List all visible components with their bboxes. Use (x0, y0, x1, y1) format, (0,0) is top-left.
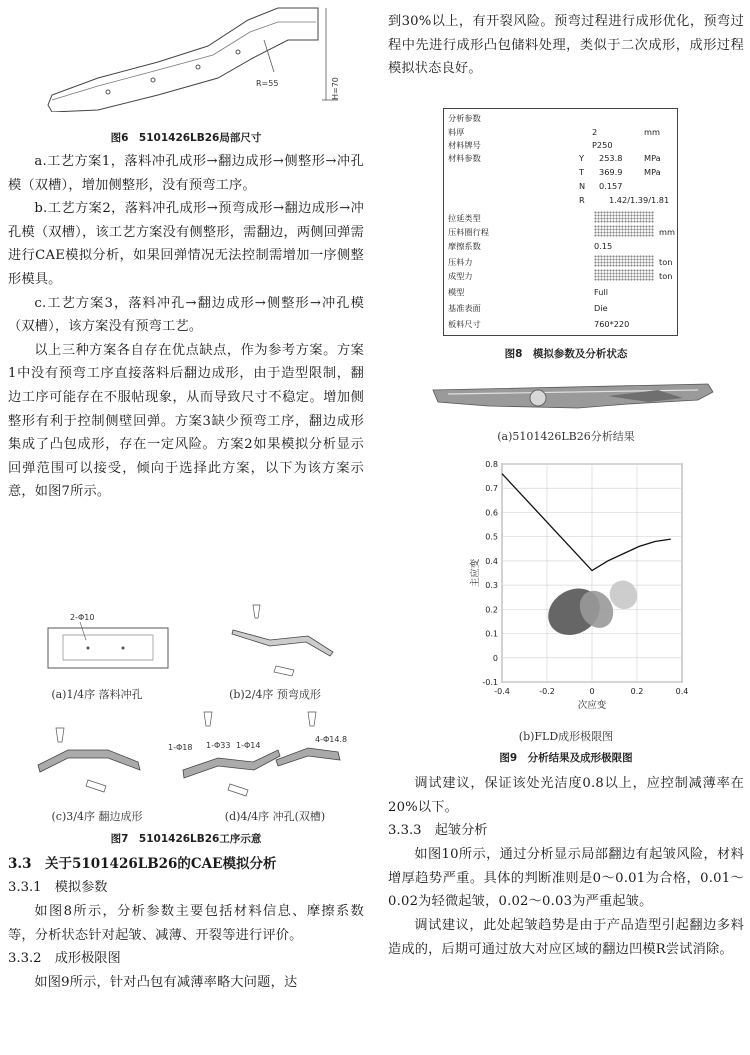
fig7-drawings (8, 600, 364, 830)
param-y-value: 253.8 (599, 153, 623, 163)
fld-ytick-label: 0.7 (485, 484, 498, 494)
fig8-parameter-table (443, 108, 678, 336)
param-draw-type-label: 拉延类型 (448, 213, 481, 223)
param-ref-surface-label: 基准表面 (448, 303, 481, 313)
fig6-height-label: H=70 (331, 77, 340, 100)
paragraph-plan-a: a.工艺方案1，落料冲孔成形→翻边成形→侧整形→冲孔模（双槽），增加侧整形，没有预弯工序。 (8, 154, 364, 193)
param-title: 分析参数 (448, 113, 481, 123)
param-friction-label: 摩擦系数 (448, 241, 481, 251)
param-thickness-label: 料厚 (448, 127, 465, 137)
param-y-key: Y (579, 153, 585, 163)
param-t-unit: MPa (644, 167, 661, 177)
param-blank-size-value: 760*220 (594, 319, 630, 329)
fld-xtick-label: 0 (589, 687, 595, 696)
fig7-subcaption-b: (b)2/4序 预弯成形 (229, 688, 321, 701)
param-binder-force-unit: ton (659, 257, 673, 267)
fld-ytick-label: 0.2 (485, 605, 498, 615)
section-3-3-2-heading: 3.3.2 成形极限图 (8, 951, 121, 967)
param-t-value: 369.9 (599, 167, 623, 177)
fld-xtick-label: -0.4 (494, 687, 510, 696)
param-blank-size-label: 板料尺寸 (448, 319, 481, 329)
fig7-label-d1: 1-Φ18 (168, 743, 193, 752)
fld-xtick-label: 0.2 (630, 687, 644, 696)
param-model-label: 模型 (448, 287, 465, 297)
fig9a-part-image (428, 378, 718, 418)
param-ref-surface-value: Die (594, 303, 608, 313)
param-binder-force-hatch (594, 255, 654, 267)
param-binder-travel-hatch (594, 225, 654, 237)
section-3-3-3-heading: 3.3.3 起皱分析 (388, 823, 488, 839)
param-grade-label: 材料牌号 (448, 140, 481, 150)
param-n-key: N (579, 181, 586, 191)
param-props-label: 材料参数 (448, 153, 481, 163)
fld-xaxis-label: 次应变 (577, 700, 607, 711)
fig7-subcaption-c: (c)3/4序 翻边成形 (51, 810, 143, 823)
fig7-caption: 图7 5101426LB26工序示意 (110, 833, 262, 845)
right-column (388, 0, 744, 1055)
section-3-3-heading: 3.3 关于5101426LB26的CAE模拟分析 (8, 856, 277, 872)
fig9-subcaption-a: (a)5101426LB26分析结果 (497, 430, 635, 443)
paragraph-wrinkle-analysis: 如图10所示，通过分析显示局部翻边有起皱风险，材料增厚趋势严重。具体的判断准则是0～0.01为合格，0.01～0.02为轻微起皱，0.02～0.03为严重起皱。 (388, 847, 744, 910)
paragraph-plan-b: b.工艺方案2，落料冲孔成形→预弯成形→翻边成形→冲孔模（双槽），该工艺方案没有侧整形，需翻边，两侧回弹需进行CAE模拟分析，如果回弹情况无法控制需增加一序侧整形模具。 (8, 201, 364, 287)
fig7-pierce-drawing (168, 712, 347, 796)
section-3-3-1-heading: 3.3.1 模拟参数 (8, 880, 108, 895)
paragraph-fld-continued: 到30%以上，有开裂风险。预弯过程进行成形优化，预弯过程中先进行成形凸包储料处理，类似于二次成形，成形过程模拟状态良好。 (388, 14, 744, 77)
param-friction-value: 0.15 (594, 241, 613, 251)
paragraph-fld-start: 如图9所示，针对凸包有减薄率略大问题，达 (34, 975, 298, 991)
param-r-value: 1.42/1.39/1.81 (609, 195, 670, 205)
fig7-label-d3: 1-Φ14 (236, 741, 261, 750)
param-thickness-value: 2 (592, 127, 598, 137)
paragraph-sim-params: 如图8所示，分析参数主要包括材料信息、摩擦系数等，分析状态针对起皱、减薄、开裂等进行评价。 (8, 904, 364, 943)
param-form-force-label: 成型力 (448, 271, 473, 281)
fld-xtick-label: -0.2 (539, 687, 555, 696)
fld-ytick-label: 0.4 (485, 556, 498, 566)
fig7-label-d2: 1-Φ33 (206, 741, 231, 750)
fld-ytick-label: 0.8 (485, 460, 498, 469)
fld-ytick-label: 0 (492, 653, 498, 663)
paragraph-debug-advice-1: 调试建议，保证该处光洁度0.8以上，应控制减薄率在20%以下。 (388, 776, 744, 815)
fig9-subcaption-b: (b)FLD成形极限图 (518, 730, 614, 743)
param-y-unit: MPa (644, 153, 661, 163)
param-t-key: T (579, 167, 585, 177)
fig9-caption: 图9 分析结果及成形极限图 (499, 752, 633, 764)
paragraph-plan-c: c.工艺方案3，落料冲孔→翻边成形→侧整形→冲孔模（双槽），该方案没有预弯工艺。 (8, 295, 364, 335)
param-binder-travel-label: 压料圈行程 (448, 227, 489, 237)
fig7-prebend-drawing (232, 605, 333, 676)
param-binder-travel-unit: mm (659, 227, 675, 237)
fld-ytick-label: 0.3 (485, 581, 498, 591)
fig7-hole-label: 2-Φ10 (70, 613, 95, 622)
fig6-drawing (38, 0, 348, 112)
param-form-force-hatch (594, 269, 654, 281)
fig7-blank-drawing (48, 613, 168, 668)
paragraph-debug-advice-2: 调试建议，此处起皱趋势是由于产品造型引起翻边多料造成的，后期可通过放大对应区域的翻边凹模R尝试消除。 (388, 917, 744, 957)
fld-yaxis-label: 主应变 (470, 558, 481, 588)
fld-ytick-label: 0.6 (485, 508, 498, 518)
fig8-caption: 图8 模拟参数及分析状态 (504, 348, 628, 360)
left-column (8, 0, 364, 1055)
fld-ytick-label: -0.1 (482, 678, 498, 687)
fig6-radius-label: R=55 (256, 79, 279, 88)
fld-chart (468, 456, 698, 716)
param-draw-type-hatch (594, 211, 654, 223)
fig7-label-d4: 4-Φ14.8 (315, 735, 348, 744)
param-r-key: R (579, 195, 585, 205)
param-n-value: 0.157 (599, 181, 623, 191)
fig6-caption: 图6 5101426LB26局部尺寸 (110, 132, 262, 144)
param-model-value: Full (594, 287, 608, 297)
param-thickness-unit: mm (644, 127, 660, 137)
param-binder-force-label: 压料力 (448, 257, 473, 267)
paragraph-comparison: 以上三种方案各自存在优点缺点，作为参考方案。方案1中没有预弯工序直接落料后翻边成形，由于造型限制，翻边工序可能存在不服帖现象，从而导致尺寸不稳定。增加侧整形有利于控制侧壁回弹。方案3缺少预弯工序，翻边成形集成了凸包成形，存在一定风险。方案2如果模拟分析显示回弹范围可以接受，倾向于选择此方案，以下为该方案示意，如图7所示。 (8, 342, 364, 500)
fld-xtick-label: 0.4 (675, 687, 689, 696)
param-grade-value: P250 (592, 140, 613, 150)
param-form-force-unit: ton (659, 271, 673, 281)
fig7-flange-drawing (38, 728, 140, 792)
fig7-subcaption-d: (d)4/4序 冲孔(双槽) (224, 810, 326, 823)
fld-ytick-label: 0.1 (485, 629, 498, 639)
fig7-subcaption-a: (a)1/4序 落料冲孔 (51, 688, 143, 701)
fld-ytick-label: 0.5 (485, 532, 498, 542)
